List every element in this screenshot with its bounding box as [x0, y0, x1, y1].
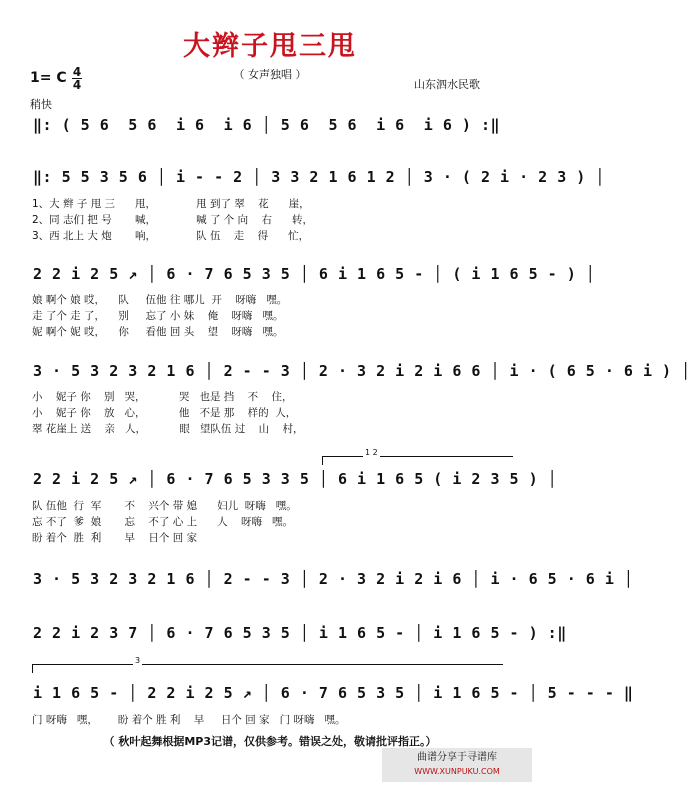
watermark-badge — [382, 748, 532, 782]
key-signature: 1= C — [30, 70, 67, 86]
tempo-marking: 稍快 — [30, 98, 52, 111]
lyric-line: 走 了个 走 了， 别 忘了 小 妹 俺 呀嗨 嘿。 — [32, 310, 284, 322]
watermark-text: 曲谱分享于寻谱库 — [417, 752, 497, 763]
notation-row-7: 2 2 i 2 3 7 │ 6 · 7 6 5 3 5 │ i 1 6 5 - │ i 1 6 5 - ) :‖ — [33, 624, 567, 642]
lyric-line: 妮 啊个 妮 哎， 你 看他 回 头 望 呀嗨 嘿。 — [32, 326, 284, 338]
lyric-line: 队 伍他 行 军 不 兴个 带 媳 妇儿 呀嗨 嘿。 — [32, 500, 297, 512]
lyric-line: 门 呀嗨 嘿， 盼 着个 胜 利 早 日个 回 家 门 呀嗨 嘿。 — [32, 714, 346, 726]
song-origin: 山东泗水民歌 — [414, 78, 480, 91]
notation-row-2: ‖: 5 5 3 5 6 │ i - - 2 │ 3 3 2 1 6 1 2 │ 3 · ( 2 i · 2 3 ) │ — [33, 168, 605, 186]
volta-label: 1 2 — [365, 448, 378, 457]
lyric-line: 娘 啊个 娘 哎， 队 伍他 往 哪儿 开 呀嗨 嘿。 — [32, 294, 288, 306]
lyric-line: 翠 花崖上 送 亲 人， 眼 望队伍 过 山 村， — [32, 423, 304, 435]
lyric-line: 小 妮子 你 别 哭， 哭 也是 挡 不 住， — [32, 391, 293, 403]
lyric-line: 忘 不了 爹 娘 忘 不了 心 上 人 呀嗨 嘿。 — [32, 516, 293, 528]
lyric-line: 1、大 辫 子 甩 三 甩， 甩 到了 翠 花 崖， — [32, 198, 310, 210]
song-title: 大辫子甩三甩 — [183, 31, 357, 62]
notation-row-4: 3 · 5 3 2 3 2 1 6 │ 2 - - 3 │ 2 · 3 2 i 2 i 6 6 │ i · ( 6 5 · 6 i ) │ — [33, 362, 691, 380]
lyric-line: 2、同 志们 把 号 喊， 喊 了 个 向 右 转， — [32, 214, 313, 226]
meter-top: 4 — [72, 65, 82, 79]
song-subtitle: （ 女声独唱 ） — [233, 68, 307, 81]
watermark-url: WWW.XUNPUKU.COM — [414, 767, 500, 776]
meter-bottom: 4 — [72, 78, 82, 92]
volta-label: 3 — [135, 656, 141, 665]
lyric-line: 盼 着个 胜 利 早 日个 回 家 — [32, 532, 198, 544]
notation-row-8: i 1 6 5 - │ 2 2 i 2 5 ↗ │ 6 · 7 6 5 3 5 │ i 1 6 5 - │ 5 - - - ‖ — [33, 684, 634, 702]
notation-row-1: ‖: ( 5 6 5 6 i 6 i 6 │ 5 6 5 6 i 6 i 6 ) :‖ — [33, 116, 501, 134]
notation-row-3: 2 2 i 2 5 ↗ │ 6 · 7 6 5 3 5 │ 6 i 1 6 5 - │ ( i 1 6 5 - ) │ — [33, 265, 596, 283]
time-signature — [72, 66, 82, 91]
transcription-note: （ 秋叶起舞根据MP3记谱，仅供参考。错误之处，敬请批评指正。） — [103, 735, 437, 748]
lyric-line: 3、西 北上 大 炮 响， 队 伍 走 得 忙， — [32, 230, 310, 242]
volta-bracket — [322, 448, 513, 465]
lyric-line: 小 妮子 你 放 心， 他 不是 那 样的 人， — [32, 407, 297, 419]
volta-bracket — [32, 656, 503, 673]
notation-row-6: 3 · 5 3 2 3 2 1 6 │ 2 - - 3 │ 2 · 3 2 i 2 i 6 │ i · 6 5 · 6 i │ — [33, 570, 634, 588]
notation-row-5: 2 2 i 2 5 ↗ │ 6 · 7 6 5 3 3 5 │ 6 i 1 6 5 ( i 2 3 5 ) │ — [33, 470, 558, 488]
